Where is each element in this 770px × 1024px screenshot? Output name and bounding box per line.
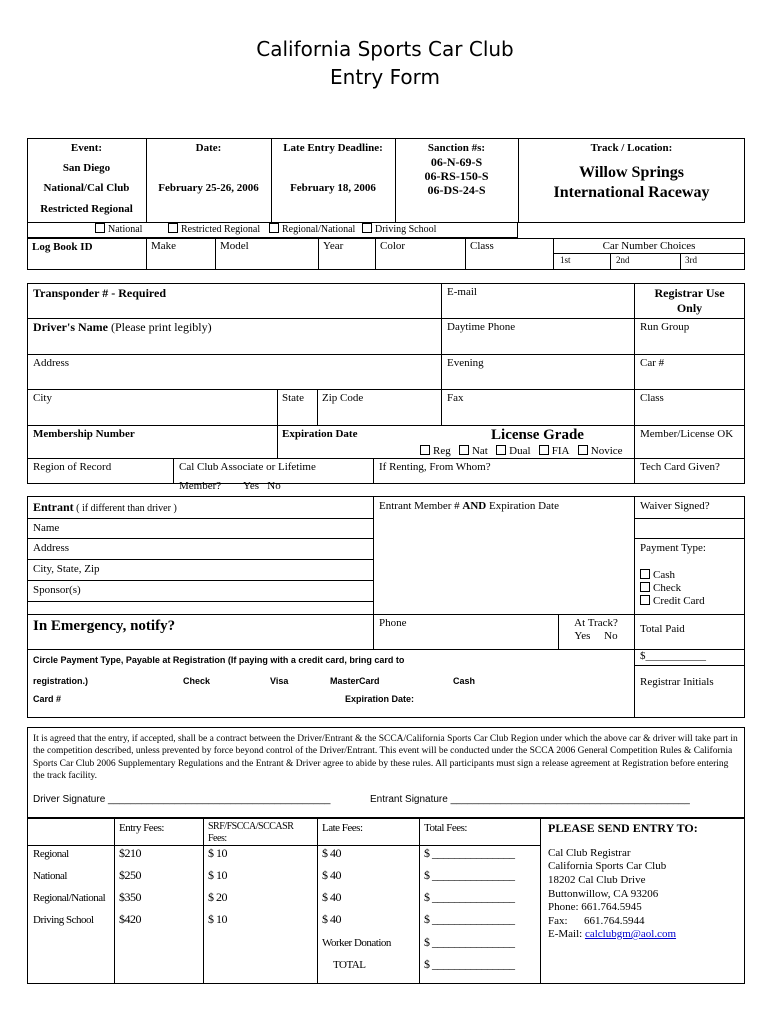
send-entry-heading: PLEASE SEND ENTRY TO:: [548, 821, 698, 835]
payment-instructions: Circle Payment Type, Payable at Registration (If paying with a credit card, bring card to: [33, 655, 405, 665]
agreement-text: It is agreed that the entry, if accepted, shall be a contract between the Driver/Entrant & the SCCA/California Sports Car Club Region under which the above car & driver will take part in the competition described, unless prevented by force beyond control of the Driver/Entrant. This event will be conducted under the SCCA 2006 General Competition Rules & California Sports Car Club 2006 Supplementary Regulations and the Entrant & Driver agree to abide by these rules. All participants must sign a release agreement at Registration before entering the track facility.: [33, 734, 738, 782]
run-group-label: Run Group: [640, 321, 690, 333]
choice-1: 1st: [560, 255, 571, 265]
fee-total-blank[interactable]: $ _______________: [424, 846, 515, 860]
city-label: City: [33, 392, 52, 404]
fee-srf: $ 10: [208, 846, 227, 860]
class-label: Class: [470, 240, 494, 252]
fee-type: National: [33, 870, 67, 882]
pay-cash[interactable]: Cash: [453, 676, 476, 686]
fee-srf: $ 20: [208, 890, 227, 904]
card-number-label: Card #: [33, 694, 62, 704]
fee-entry: $350: [119, 890, 141, 904]
emergency-label: In Emergency, notify?: [33, 618, 176, 634]
event-type-national[interactable]: National: [95, 223, 142, 236]
payment-cash[interactable]: Cash: [640, 569, 675, 582]
payment-type-label: Payment Type:: [640, 542, 706, 554]
fee-total-blank[interactable]: $ _______________: [424, 890, 515, 904]
fee-type: Driving School: [33, 914, 94, 926]
checkbox-icon: [420, 445, 430, 455]
worker-donation-label: Worker Donation: [322, 937, 391, 949]
waiver-signed-label: Waiver Signed?: [640, 500, 710, 512]
fees-header-srf: SRF/FSCCA/SCCASR Fees:: [208, 821, 294, 844]
fee-late: $ 40: [322, 868, 341, 882]
entrant-city-label: City, State, Zip: [33, 563, 100, 575]
sanction-3: 06-DS-24-S: [427, 183, 486, 197]
checkbox-icon: [539, 445, 549, 455]
date-label: Date:: [195, 142, 222, 154]
late-deadline-label: Late Entry Deadline:: [283, 142, 383, 154]
fax-label: Fax: [447, 392, 464, 404]
fees-header-late: Late Fees:: [322, 822, 363, 834]
send-address-4: Buttonwillow, CA 93206: [548, 888, 659, 900]
email-label: E-mail: [447, 286, 477, 298]
associate-member-label: Member?: [179, 480, 222, 492]
registrar-initials-label: Registrar Initials: [640, 676, 714, 688]
fees-header-entry: Entry Fees:: [119, 822, 164, 834]
checkbox-icon: [269, 223, 279, 233]
membership-number-label: Membership Number: [33, 428, 135, 440]
daytime-phone-label: Daytime Phone: [447, 321, 516, 333]
send-fax: Fax: 661.764.5944: [548, 915, 645, 927]
event-type-driving-school[interactable]: Driving School: [362, 223, 436, 236]
fee-entry: $210: [119, 846, 141, 860]
entrant-member-label: Entrant Member # AND Expiration Date: [379, 500, 559, 512]
state-label: State: [282, 392, 304, 404]
renting-label: If Renting, From Whom?: [379, 461, 491, 473]
member-license-ok-label: Member/License OK: [640, 428, 734, 440]
sanction-1: 06-N-69-S: [430, 155, 483, 169]
fee-total-blank[interactable]: $ _______________: [424, 868, 515, 882]
send-phone: Phone: 661.764.5945: [548, 901, 642, 913]
checkbox-icon: [640, 582, 650, 592]
payment-instructions-2: registration.): [33, 676, 89, 686]
track-line1: Willow Springs: [578, 164, 685, 181]
sanction-label: Sanction #s:: [427, 142, 486, 154]
payment-credit-card[interactable]: Credit Card: [640, 595, 705, 608]
fees-header-total: Total Fees:: [424, 822, 467, 834]
send-email: E-Mail: calclubgm@aol.com: [548, 928, 677, 940]
license-grade-label: License Grade: [491, 427, 584, 443]
registrar-use-line1: Registrar Use: [654, 286, 725, 300]
sponsor-label: Sponsor(s): [33, 584, 81, 596]
entrant-name-label: Name: [33, 522, 60, 534]
fee-entry: $420: [119, 912, 141, 926]
form-title: California Sports Car Club: [256, 37, 514, 61]
fee-total-blank[interactable]: $ _______________: [424, 912, 515, 926]
year-label: Year: [323, 240, 344, 252]
checkbox-icon: [578, 445, 588, 455]
tech-card-label: Tech Card Given?: [640, 461, 720, 473]
late-deadline-value: February 18, 2006: [290, 182, 376, 194]
logbook-label: Log Book ID: [32, 241, 93, 253]
entrant-label: Entrant ( if different than driver ): [33, 500, 177, 514]
payment-check[interactable]: Check: [640, 582, 681, 595]
entrant-address-label: Address: [33, 542, 70, 554]
checkbox-icon: [640, 569, 650, 579]
at-track-yes-no[interactable]: Yes No: [574, 630, 618, 642]
choice-2: 2nd: [616, 255, 630, 265]
at-track-label: At Track?: [574, 617, 618, 629]
total-paid-blank[interactable]: $___________: [640, 650, 706, 662]
total-blank[interactable]: $ _______________: [424, 957, 515, 971]
checkbox-icon: [362, 223, 372, 233]
event-sub2: Restricted Regional: [40, 203, 133, 215]
checkbox-icon: [640, 595, 650, 605]
event-label: Event:: [70, 142, 103, 154]
send-address-2: California Sports Car Club: [548, 860, 667, 872]
event-type-restricted[interactable]: Restricted Regional: [168, 223, 260, 236]
send-address-3: 18202 Cal Club Drive: [548, 874, 646, 886]
choice-3: 3rd: [685, 255, 697, 265]
pay-check[interactable]: Check: [183, 676, 211, 686]
track-line2: International Raceway: [553, 184, 710, 201]
fee-entry: $250: [119, 868, 141, 882]
region-of-record-label: Region of Record: [33, 461, 112, 473]
pay-visa[interactable]: Visa: [270, 676, 289, 686]
model-label: Model: [220, 240, 249, 252]
checkbox-icon: [95, 223, 105, 233]
transponder-label: Transponder # - Required: [33, 286, 167, 300]
date-value: February 25-26, 2006: [158, 182, 259, 194]
associate-yes-no[interactable]: Yes No: [243, 480, 281, 492]
registrar-use-line2: Only: [676, 301, 703, 315]
drivers-name-label: Driver's Name (Please print legibly): [33, 320, 212, 334]
total-label: TOTAL: [333, 959, 366, 971]
event-type-regional-national[interactable]: Regional/National: [269, 223, 355, 236]
sanction-2: 06-RS-150-S: [424, 169, 489, 183]
address-label: Address: [33, 357, 70, 369]
email-link[interactable]: calclubgm@aol.com: [584, 928, 677, 940]
driver-signature-line[interactable]: Driver Signature ________________________________________: [33, 794, 331, 805]
form-subtitle: Entry Form: [330, 65, 440, 89]
fee-type: Regional: [33, 848, 69, 860]
evening-phone-label: Evening: [447, 357, 484, 369]
expiration-date-label: Expiration Date: [282, 428, 358, 440]
make-label: Make: [151, 240, 177, 252]
license-options[interactable]: Reg Nat Dual FIA Novice: [420, 445, 623, 458]
track-label: Track / Location:: [590, 142, 673, 154]
fee-srf: $ 10: [208, 868, 227, 882]
entrant-signature-line[interactable]: Entrant Signature ___________________________________________: [370, 794, 690, 805]
car-number-label: Car #: [640, 357, 665, 369]
registrar-class-label: Class: [640, 392, 664, 404]
fee-late: $ 40: [322, 890, 341, 904]
fee-late: $ 40: [322, 846, 341, 860]
checkbox-icon: [459, 445, 469, 455]
event-name: San Diego: [62, 162, 111, 174]
pay-mastercard[interactable]: MasterCard: [330, 676, 380, 686]
entrant-section: [27, 496, 745, 718]
emergency-phone-label: Phone: [379, 617, 407, 629]
fee-srf: $ 10: [208, 912, 227, 926]
associate-label: Cal Club Associate or Lifetime: [179, 461, 316, 473]
checkbox-icon: [168, 223, 178, 233]
event-sub1: National/Cal Club: [43, 182, 130, 194]
color-label: Color: [380, 240, 406, 252]
fee-type: Regional/National: [33, 892, 106, 904]
car-number-choices-label: Car Number Choices: [602, 240, 696, 252]
fee-late: $ 40: [322, 912, 341, 926]
expiration-label: Expiration Date:: [345, 694, 415, 704]
zip-code-label: Zip Code: [322, 392, 364, 404]
worker-donation-blank[interactable]: $ _______________: [424, 935, 515, 949]
send-address-1: Cal Club Registrar: [548, 847, 631, 859]
total-paid-label: Total Paid: [640, 623, 685, 635]
checkbox-icon: [496, 445, 506, 455]
